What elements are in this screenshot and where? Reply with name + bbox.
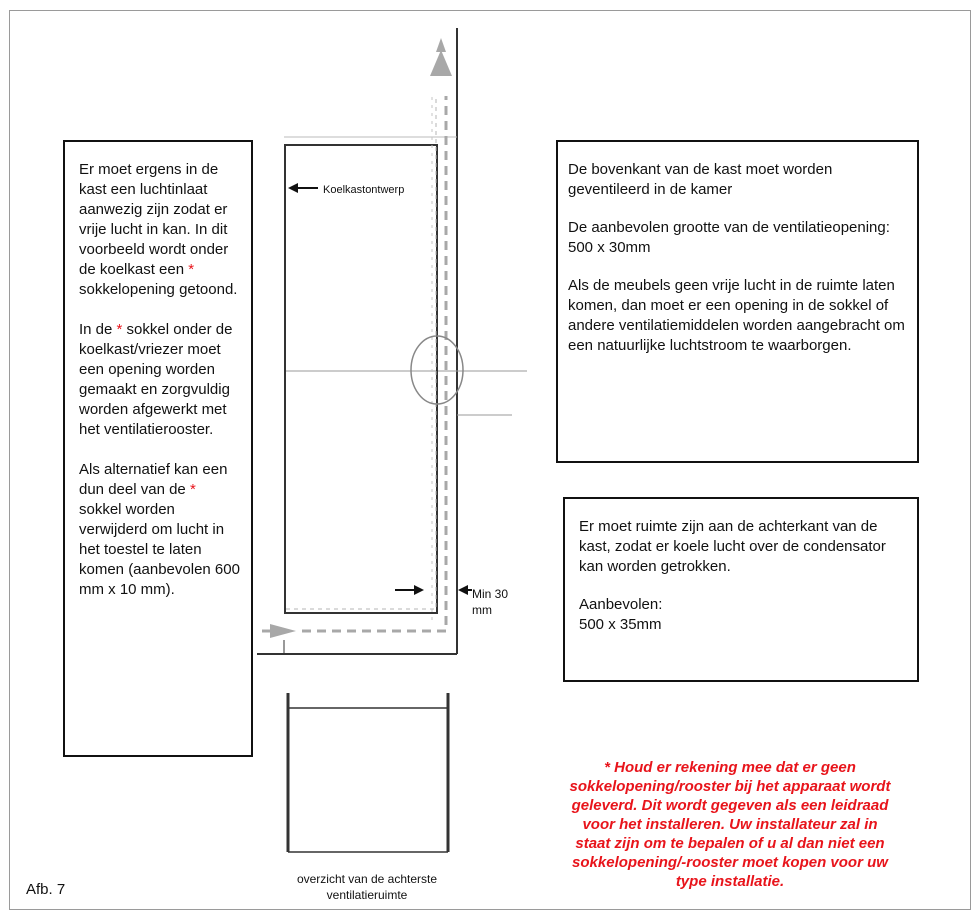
plinth-opening-paragraph: In de * sokkel onder de koelkast/vriezer moet een opening worden gemaakt en zorgvuldig worden afgewerkt met het ventilatierooster.	[79, 321, 233, 438]
rear-space-paragraph: Er moet ruimte zijn aan de achterkant van de kast, zodat er koele lucht over de condensator kan worden getrokken.	[579, 518, 886, 575]
asterisk-marker: *	[188, 261, 195, 278]
rear-recommended-paragraph: Aanbevolen: 500 x 35mm	[579, 596, 663, 633]
installation-note: * Houd er rekening mee dat er geen sokkelopening/rooster bij het apparaat wordt geleverd. Dit wordt gegeven als een leidraad voor het installeren. Uw installateur zal in staat zijn om te bepalen of u al dan niet een sokkelopening/-rooster moet kopen voor uw type installatie.	[569, 759, 891, 890]
air-inlet-paragraph: Er moet ergens in de kast een luchtinlaat aanwezig zijn zodat er vrije lucht in kan. In dit voorbeeld wordt onder de koelkast een * sokkelopening getoond.	[79, 161, 238, 298]
airflow-up-arrow	[436, 38, 446, 52]
airflow-inner-path	[286, 96, 436, 609]
design-arrowhead	[288, 183, 298, 193]
fridge-design-label: Koelkastontwerp	[323, 184, 405, 196]
rear-space-info-box	[563, 497, 919, 682]
top-ventilation-info-box	[556, 140, 919, 463]
gap-arrow-left-head	[414, 585, 424, 595]
asterisk-marker: *	[116, 321, 123, 338]
figure-label: Afb. 7	[26, 881, 66, 898]
recommended-size-paragraph: De aanbevolen grootte van de ventilatieopening: 500 x 30mm	[568, 219, 890, 256]
cabinet-outline	[285, 145, 437, 613]
airflow-in-arrow	[270, 624, 296, 638]
min-gap-label: Min 30 mm	[472, 587, 509, 617]
air-inlet-info-box	[63, 140, 253, 757]
gap-arrow-right-head	[458, 585, 468, 595]
alternative-paragraph: Als alternatief kan een dun deel van de * sokkel worden verwijderd om lucht in het toestel te laten komen (aanbevolen 600 mm x 10 mm).	[79, 461, 240, 598]
top-ventilation-paragraph: De bovenkant van de kast moet worden geventileerd in de kamer	[568, 161, 833, 198]
airflow-path	[302, 96, 446, 631]
furniture-paragraph: Als de meubels geen vrije lucht in de ruimte laten komen, dan moet er een opening in de sokkel of andere ventilatiemiddelen worden aangebracht om een natuurlijke luchtstroom te waarborgen.	[568, 277, 905, 354]
rear-overview-caption: overzicht van de achterste ventilatieruimte	[296, 872, 438, 902]
airflow-up-arrowhead	[430, 50, 452, 76]
asterisk-marker: *	[189, 481, 196, 498]
